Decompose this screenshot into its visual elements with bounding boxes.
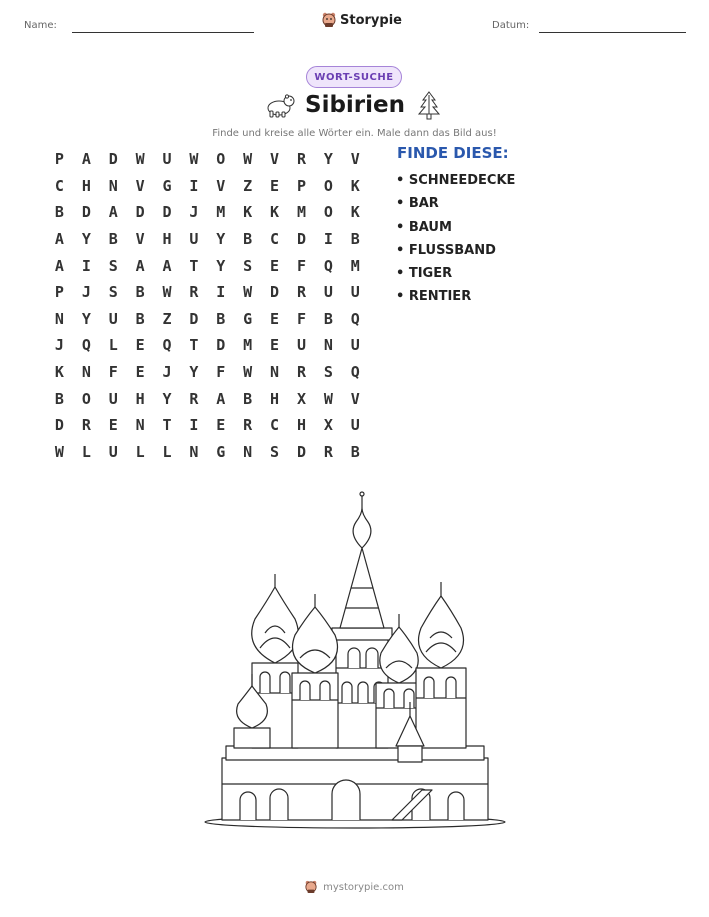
- grid-cell[interactable]: W: [54, 442, 64, 461]
- grid-cell[interactable]: Q: [162, 336, 172, 355]
- grid-cell[interactable]: H: [270, 389, 280, 408]
- grid-cell[interactable]: D: [108, 150, 118, 169]
- grid-cell[interactable]: K: [243, 203, 253, 222]
- grid-cell[interactable]: A: [162, 256, 172, 275]
- grid-cell[interactable]: K: [270, 203, 280, 222]
- grid-cell[interactable]: B: [350, 442, 360, 461]
- grid-cell[interactable]: I: [81, 256, 91, 275]
- word-list-item: • FLUSSBAND: [396, 242, 496, 258]
- grid-cell[interactable]: Q: [350, 363, 360, 382]
- grid-cell[interactable]: N: [54, 309, 64, 328]
- grid-cell[interactable]: E: [135, 363, 145, 382]
- storypie-logo-icon: [305, 880, 317, 894]
- grid-cell[interactable]: U: [323, 283, 333, 302]
- grid-cell[interactable]: D: [189, 309, 199, 328]
- grid-cell[interactable]: S: [323, 363, 333, 382]
- grid-cell[interactable]: M: [296, 203, 306, 222]
- grid-cell[interactable]: O: [81, 389, 91, 408]
- word-search-grid: [46, 146, 369, 465]
- grid-cell[interactable]: B: [135, 283, 145, 302]
- grid-cell[interactable]: U: [350, 283, 360, 302]
- grid-cell[interactable]: N: [135, 416, 145, 435]
- grid-cell[interactable]: Y: [216, 256, 226, 275]
- grid-cell[interactable]: V: [350, 150, 360, 169]
- grid-cell[interactable]: F: [216, 363, 226, 382]
- grid-cell[interactable]: B: [54, 389, 64, 408]
- grid-cell[interactable]: V: [135, 176, 145, 195]
- grid-cell[interactable]: L: [135, 442, 145, 461]
- word-list-item: • TIGER: [396, 266, 453, 282]
- grid-cell[interactable]: C: [54, 176, 64, 195]
- word-list-item: • BAUM: [396, 219, 452, 235]
- grid-cell[interactable]: E: [270, 176, 280, 195]
- grid-cell[interactable]: B: [243, 230, 253, 249]
- grid-cell[interactable]: U: [162, 150, 172, 169]
- grid-cell[interactable]: X: [323, 416, 333, 435]
- grid-cell[interactable]: M: [216, 203, 226, 222]
- grid-cell[interactable]: V: [270, 150, 280, 169]
- grid-cell[interactable]: I: [189, 176, 199, 195]
- grid-cell[interactable]: A: [54, 256, 64, 275]
- grid-cell[interactable]: U: [189, 230, 199, 249]
- grid-cell[interactable]: P: [54, 150, 64, 169]
- grid-cell[interactable]: W: [162, 283, 172, 302]
- grid-cell[interactable]: A: [135, 256, 145, 275]
- grid-cell[interactable]: H: [135, 389, 145, 408]
- grid-cell[interactable]: D: [54, 416, 64, 435]
- grid-cell[interactable]: H: [81, 176, 91, 195]
- footer: [0, 880, 709, 894]
- grid-cell[interactable]: J: [162, 363, 172, 382]
- grid-cell[interactable]: U: [350, 416, 360, 435]
- grid-cell[interactable]: S: [243, 256, 253, 275]
- grid-cell[interactable]: L: [162, 442, 172, 461]
- grid-cell[interactable]: H: [296, 416, 306, 435]
- grid-cell[interactable]: B: [216, 309, 226, 328]
- word-search-badge: WORT-SUCHE: [306, 66, 402, 88]
- grid-cell[interactable]: R: [81, 416, 91, 435]
- grid-cell[interactable]: B: [108, 230, 118, 249]
- grid-cell[interactable]: L: [81, 442, 91, 461]
- date-line[interactable]: [539, 32, 686, 33]
- grid-cell[interactable]: D: [216, 336, 226, 355]
- grid-cell[interactable]: I: [216, 283, 226, 302]
- grid-cell[interactable]: C: [270, 416, 280, 435]
- grid-cell[interactable]: N: [270, 363, 280, 382]
- grid-cell[interactable]: U: [350, 336, 360, 355]
- grid-cell[interactable]: X: [296, 389, 306, 408]
- grid-cell[interactable]: K: [350, 176, 360, 195]
- grid-cell[interactable]: S: [108, 283, 118, 302]
- grid-cell[interactable]: U: [296, 336, 306, 355]
- grid-cell[interactable]: G: [243, 309, 253, 328]
- grid-cell[interactable]: S: [270, 442, 280, 461]
- grid-cell[interactable]: J: [189, 203, 199, 222]
- name-label: Name:: [24, 20, 57, 31]
- grid-cell[interactable]: O: [323, 203, 333, 222]
- grid-cell[interactable]: F: [296, 309, 306, 328]
- grid-cell[interactable]: A: [81, 150, 91, 169]
- grid-cell[interactable]: W: [189, 150, 199, 169]
- grid-cell[interactable]: Y: [81, 230, 91, 249]
- grid-cell[interactable]: D: [296, 442, 306, 461]
- grid-cell[interactable]: N: [108, 176, 118, 195]
- grid-cell[interactable]: K: [350, 203, 360, 222]
- grid-cell[interactable]: C: [270, 230, 280, 249]
- grid-cell[interactable]: A: [216, 389, 226, 408]
- grid-cell[interactable]: B: [243, 389, 253, 408]
- grid-cell[interactable]: Y: [189, 363, 199, 382]
- grid-cell[interactable]: A: [108, 203, 118, 222]
- word-list-item: • RENTIER: [396, 289, 472, 305]
- grid-cell[interactable]: V: [135, 230, 145, 249]
- grid-cell[interactable]: M: [350, 256, 360, 275]
- grid-cell[interactable]: S: [108, 256, 118, 275]
- grid-cell[interactable]: B: [323, 309, 333, 328]
- grid-cell[interactable]: U: [108, 309, 118, 328]
- st-basils-cathedral-coloring-illustration: [200, 488, 510, 830]
- grid-cell[interactable]: D: [135, 203, 145, 222]
- grid-cell[interactable]: D: [270, 283, 280, 302]
- grid-cell[interactable]: E: [135, 336, 145, 355]
- grid-cell[interactable]: F: [108, 363, 118, 382]
- grid-cell[interactable]: N: [243, 442, 253, 461]
- grid-cell[interactable]: P: [54, 283, 64, 302]
- date-label: Datum:: [492, 20, 530, 31]
- word-list-item: • SCHNEEDECKE: [396, 173, 516, 188]
- grid-cell[interactable]: Q: [323, 256, 333, 275]
- grid-cell[interactable]: D: [81, 203, 91, 222]
- grid-cell[interactable]: R: [243, 416, 253, 435]
- grid-cell[interactable]: O: [216, 150, 226, 169]
- brand-name: Storypie: [340, 12, 402, 28]
- grid-cell[interactable]: W: [135, 150, 145, 169]
- storypie-logo-icon: [322, 12, 336, 28]
- grid-cell[interactable]: Z: [243, 176, 253, 195]
- grid-cell[interactable]: F: [296, 256, 306, 275]
- grid-cell[interactable]: N: [189, 442, 199, 461]
- grid-cell[interactable]: E: [270, 256, 280, 275]
- grid-cell[interactable]: H: [162, 230, 172, 249]
- grid-cell[interactable]: W: [243, 363, 253, 382]
- grid-cell[interactable]: Y: [81, 309, 91, 328]
- grid-cell[interactable]: M: [243, 336, 253, 355]
- grid-cell[interactable]: B: [54, 203, 64, 222]
- pine-tree-icon: [417, 90, 441, 120]
- grid-cell[interactable]: Q: [81, 336, 91, 355]
- brand-logo: [322, 12, 402, 28]
- grid-cell[interactable]: O: [323, 176, 333, 195]
- grid-cell[interactable]: G: [216, 442, 226, 461]
- grid-cell[interactable]: W: [243, 150, 253, 169]
- grid-cell[interactable]: B: [350, 230, 360, 249]
- grid-cell[interactable]: R: [323, 442, 333, 461]
- grid-cell[interactable]: W: [323, 389, 333, 408]
- grid-cell[interactable]: I: [323, 230, 333, 249]
- grid-cell[interactable]: J: [81, 283, 91, 302]
- grid-cell[interactable]: V: [350, 389, 360, 408]
- grid-cell[interactable]: A: [54, 230, 64, 249]
- grid-cell[interactable]: T: [162, 416, 172, 435]
- grid-cell[interactable]: E: [108, 416, 118, 435]
- grid-cell[interactable]: R: [296, 150, 306, 169]
- grid-cell[interactable]: R: [296, 283, 306, 302]
- page-title: Sibirien: [305, 92, 405, 118]
- grid-cell[interactable]: N: [81, 363, 91, 382]
- grid-cell[interactable]: D: [296, 230, 306, 249]
- grid-cell[interactable]: J: [54, 336, 64, 355]
- grid-cell[interactable]: N: [323, 336, 333, 355]
- grid-cell[interactable]: V: [216, 176, 226, 195]
- grid-cell[interactable]: Y: [323, 150, 333, 169]
- grid-cell[interactable]: P: [296, 176, 306, 195]
- name-line[interactable]: [72, 32, 254, 33]
- grid-cell[interactable]: R: [189, 283, 199, 302]
- grid-cell[interactable]: U: [108, 442, 118, 461]
- grid-cell[interactable]: I: [189, 416, 199, 435]
- grid-cell[interactable]: T: [189, 256, 199, 275]
- grid-cell[interactable]: E: [270, 336, 280, 355]
- word-list-item: • BAR: [396, 196, 439, 212]
- grid-cell[interactable]: E: [270, 309, 280, 328]
- grid-cell[interactable]: G: [162, 176, 172, 195]
- grid-cell[interactable]: T: [189, 336, 199, 355]
- grid-cell[interactable]: U: [108, 389, 118, 408]
- word-list: [396, 172, 515, 312]
- grid-cell[interactable]: Q: [350, 309, 360, 328]
- grid-cell[interactable]: R: [189, 389, 199, 408]
- find-title: FINDE DIESE:: [397, 144, 509, 162]
- instructions: Finde und kreise alle Wörter ein. Male dann das Bild aus!: [212, 128, 497, 139]
- grid-cell[interactable]: R: [296, 363, 306, 382]
- grid-cell[interactable]: D: [162, 203, 172, 222]
- footer-url[interactable]: mystorypie.com: [323, 881, 404, 893]
- grid-cell[interactable]: Y: [216, 230, 226, 249]
- grid-cell[interactable]: W: [243, 283, 253, 302]
- grid-cell[interactable]: K: [54, 363, 64, 382]
- grid-cell[interactable]: B: [135, 309, 145, 328]
- grid-cell[interactable]: L: [108, 336, 118, 355]
- grid-cell[interactable]: Y: [162, 389, 172, 408]
- grid-cell[interactable]: Z: [162, 309, 172, 328]
- grid-cell[interactable]: E: [216, 416, 226, 435]
